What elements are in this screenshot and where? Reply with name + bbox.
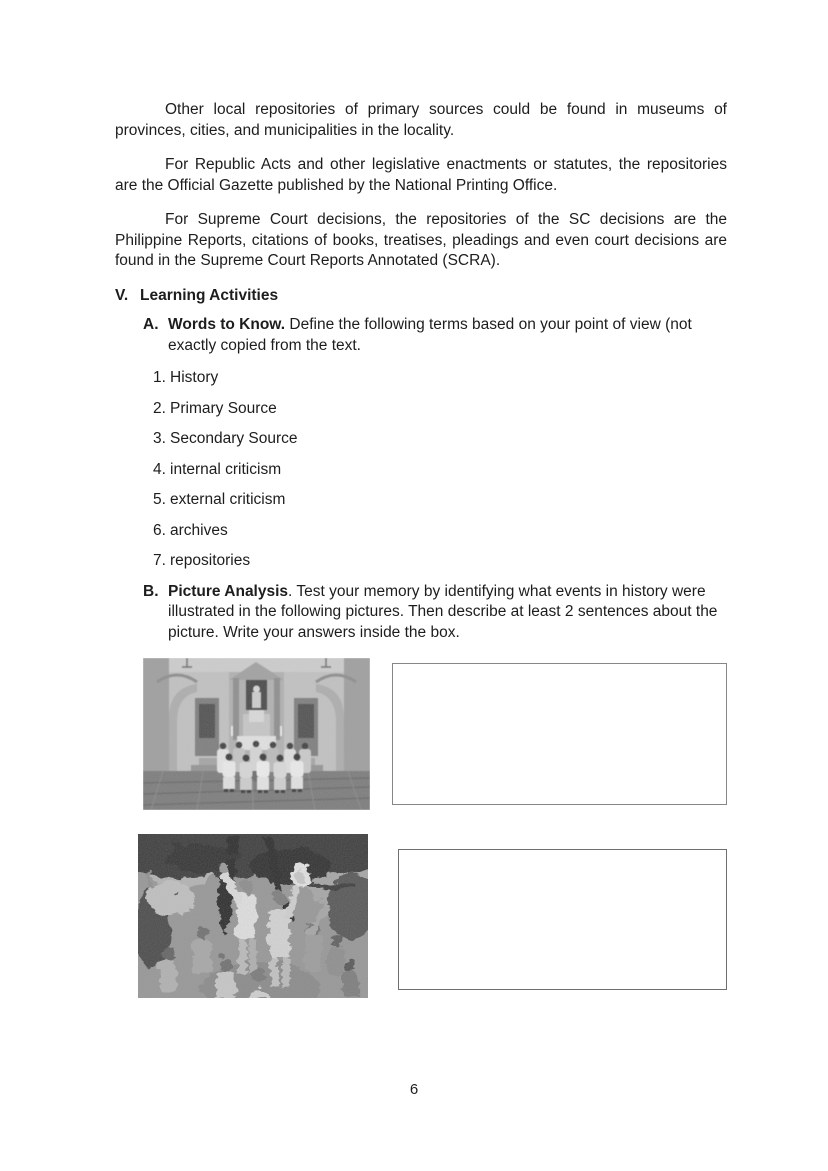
picture-analysis-body — [168, 582, 727, 644]
term-item — [153, 399, 727, 420]
activity-a-label: A. — [143, 316, 159, 333]
term-text: repositories — [170, 552, 251, 569]
section-title: Learning Activities — [140, 286, 279, 304]
paragraph-republic-acts: For Republic Acts and other legislative enactments or statutes, the repositories are the Official Gazette published by the National Printing Office. — [115, 156, 727, 194]
term-number: 5. — [153, 491, 166, 508]
section-heading — [115, 286, 727, 307]
term-item — [153, 460, 727, 481]
words-to-know-title: Words to Know. — [168, 316, 286, 333]
term-number: 3. — [153, 430, 166, 447]
picture-analysis-title: Picture Analysis — [168, 582, 289, 600]
term-text: Primary Source — [170, 399, 277, 417]
words-to-know-body — [153, 315, 727, 582]
page-content — [115, 100, 727, 998]
term-text: History — [170, 369, 219, 386]
term-text: Secondary Source — [170, 430, 298, 447]
activity-b-label: B. — [143, 582, 159, 600]
page-number: 6 — [409, 1081, 419, 1098]
term-item — [153, 551, 727, 572]
figure-row-1 — [143, 658, 727, 810]
term-text: internal criticism — [170, 460, 282, 478]
answer-box-2[interactable] — [398, 849, 727, 990]
term-item — [153, 521, 727, 542]
words-to-know-section — [115, 315, 727, 582]
figure-row-2 — [138, 834, 727, 998]
term-number: 7. — [153, 552, 166, 569]
paragraph-supreme-court: For Supreme Court decisions, the repositories of the SC decisions are the Philippine Reports, citations of books, treatises, pleadings and even court decisions are found in the Supreme Court Reports Annotated (SCRA). — [115, 211, 727, 269]
words-to-know-instructions-text: Define the following terms based on your point of view (not exactly copied from the text. — [168, 316, 692, 354]
answer-box-1[interactable] — [392, 663, 727, 805]
picture-analysis-section — [115, 582, 727, 644]
terms-list — [153, 368, 727, 572]
section-number: V. — [115, 286, 129, 304]
church-photo-image — [143, 658, 370, 810]
term-item — [153, 490, 727, 511]
picture-analysis-instructions — [168, 582, 727, 644]
term-item — [153, 368, 727, 389]
term-text: archives — [170, 521, 228, 539]
term-number: 2. — [153, 399, 166, 417]
term-number: 4. — [153, 460, 166, 478]
term-item — [153, 429, 727, 450]
term-number: 1. — [153, 369, 166, 386]
mural-painting-image — [138, 834, 368, 998]
term-number: 6. — [153, 521, 166, 539]
words-to-know-instructions — [168, 315, 727, 356]
term-text: external criticism — [170, 491, 286, 508]
paragraph-repositories-museums: Other local repositories of primary sources could be found in museums of provinces, cities, and municipalities in the locality. — [115, 101, 727, 139]
picture-analysis-instructions-text: . Test your memory by identifying what events in history were illustrated in the following pictures. Then describe at least 2 sentences about the picture. Write your answers inside the box. — [168, 582, 718, 641]
